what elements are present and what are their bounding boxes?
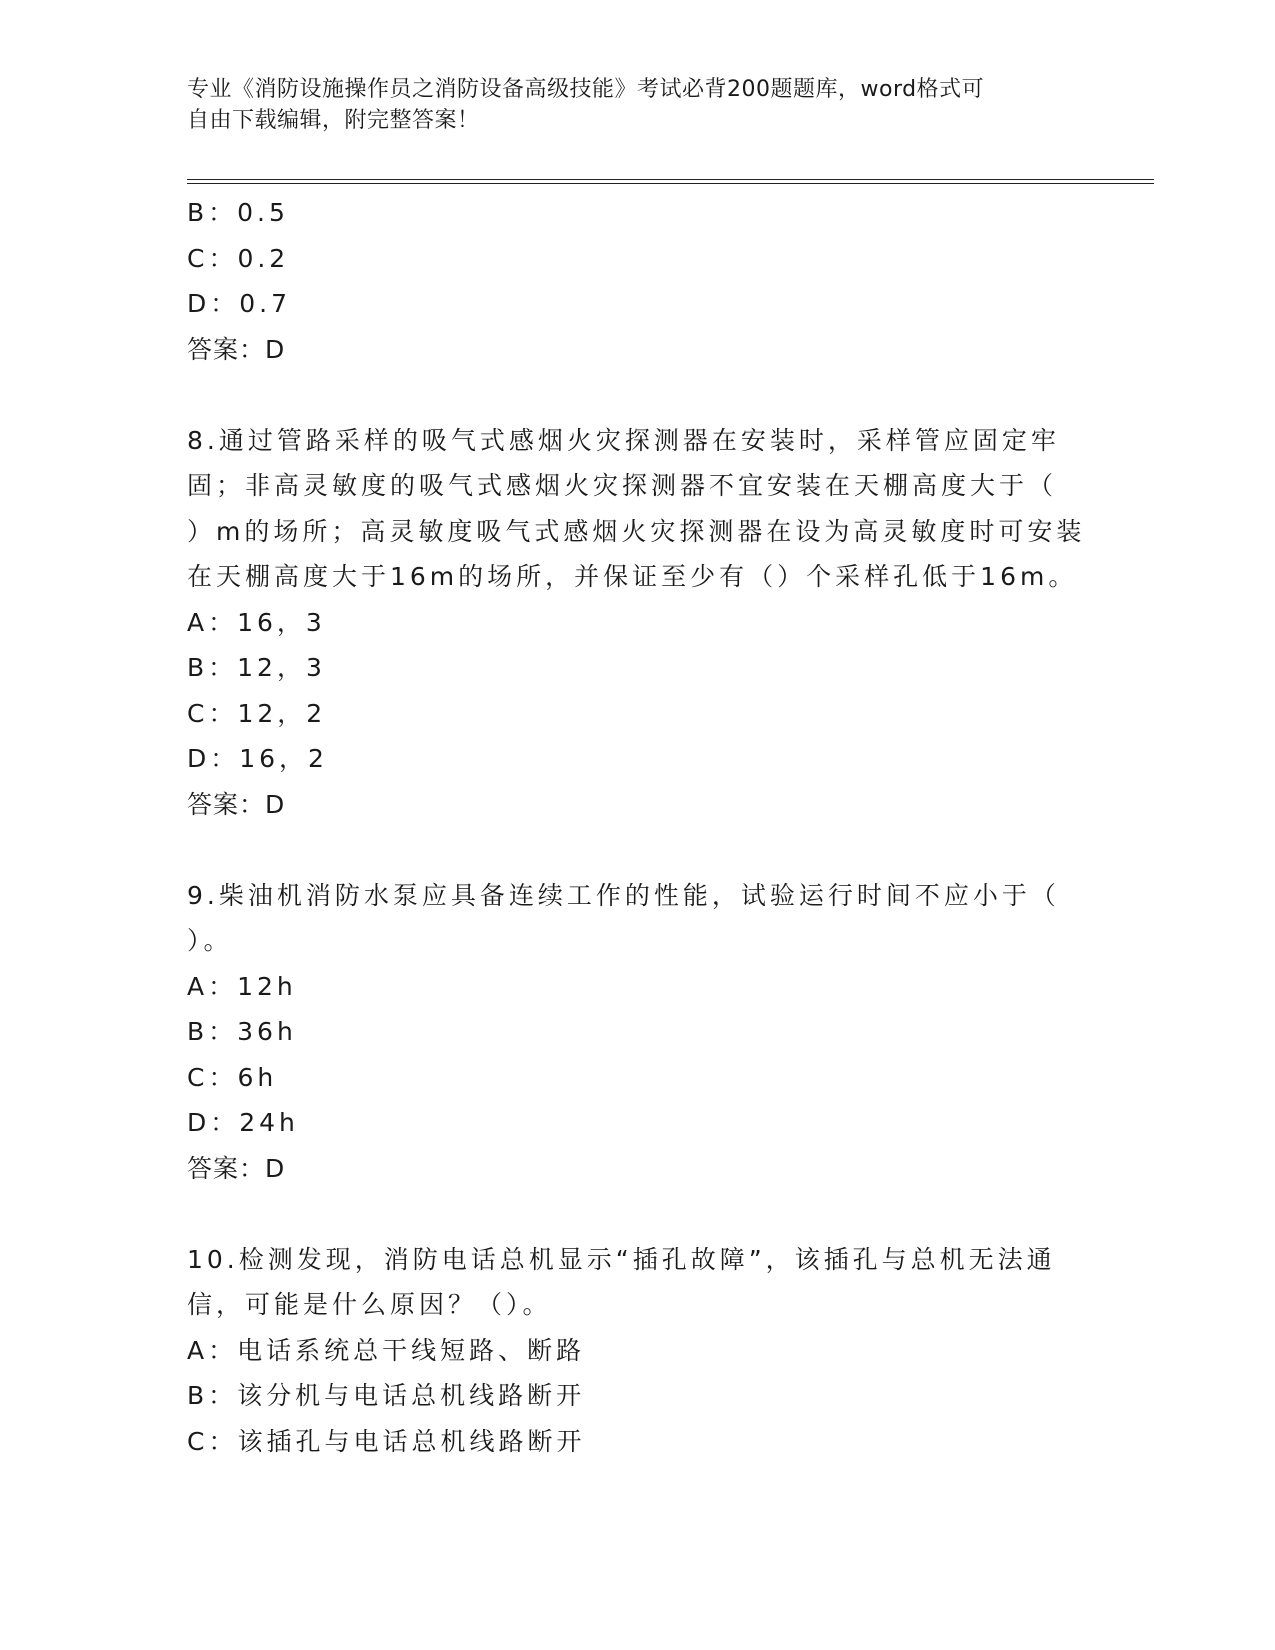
question-text-line: 10.检测发现，消防电话总机显示“插孔故障”，该插孔与总机无法通 <box>187 1244 1056 1274</box>
question-text-line: 8.通过管路采样的吸气式感烟火灾探测器在安装时，采样管应固定牢 <box>187 425 1060 455</box>
question-text-line: ）m的场所；高灵敏度吸气式感烟火灾探测器在设为高灵敏度时可安装 <box>187 516 1086 546</box>
question-text-line: 在天棚高度大于16m的场所，并保证至少有（）个采样孔低于16m。 <box>187 562 1078 591</box>
question-text-line: ）。 <box>187 926 233 955</box>
question-7-tail <box>187 190 1087 372</box>
option-c: C：该插孔与电话总机线路断开 <box>187 1426 586 1456</box>
answer-line: 答案：D <box>187 334 286 364</box>
question-text-line: 信，可能是什么原因？（）。 <box>187 1290 552 1319</box>
option-b: B：0.5 <box>187 198 289 227</box>
option-c: C：6h <box>187 1062 278 1092</box>
option-c: C：0.2 <box>187 243 290 273</box>
answer-line: 答案：D <box>187 1153 286 1183</box>
question-text-line: 9.柴油机消防水泵应具备连续工作的性能，试验运行时间不应小于（ <box>187 880 1060 910</box>
question-9 <box>187 873 1087 1192</box>
option-b: B：该分机与电话总机线路断开 <box>187 1381 586 1410</box>
header-line-1: 专业《消防设施操作员之消防设备高级技能》考试必背200题题库，word格式可 <box>187 77 985 102</box>
question-text-line: 固；非高灵敏度的吸气式感烟火灾探测器不宜安装在天棚高度大于（ <box>187 471 1058 500</box>
option-b: B：36h <box>187 1017 297 1046</box>
question-10 <box>187 1237 1087 1465</box>
question-8 <box>187 418 1087 828</box>
header-line-2: 自由下载编辑，附完整答案！ <box>187 108 480 133</box>
option-d: D：24h <box>187 1108 299 1137</box>
spacer <box>187 1191 1087 1237</box>
option-a: A：电话系统总干线短路、断路 <box>187 1335 586 1365</box>
option-d: D：0.7 <box>187 289 292 318</box>
option-d: D：16，2 <box>187 744 328 773</box>
option-a: A：12h <box>187 971 297 1001</box>
option-a: A：16，3 <box>187 607 326 637</box>
answer-line: 答案：D <box>187 789 286 819</box>
spacer <box>187 372 1087 418</box>
header-divider-bottom <box>187 183 1154 184</box>
option-b: B：12，3 <box>187 653 326 682</box>
option-c: C：12，2 <box>187 698 327 728</box>
header-divider-top <box>187 179 1154 180</box>
document-header <box>187 74 1087 136</box>
question-list <box>187 190 1087 1464</box>
spacer <box>187 827 1087 873</box>
